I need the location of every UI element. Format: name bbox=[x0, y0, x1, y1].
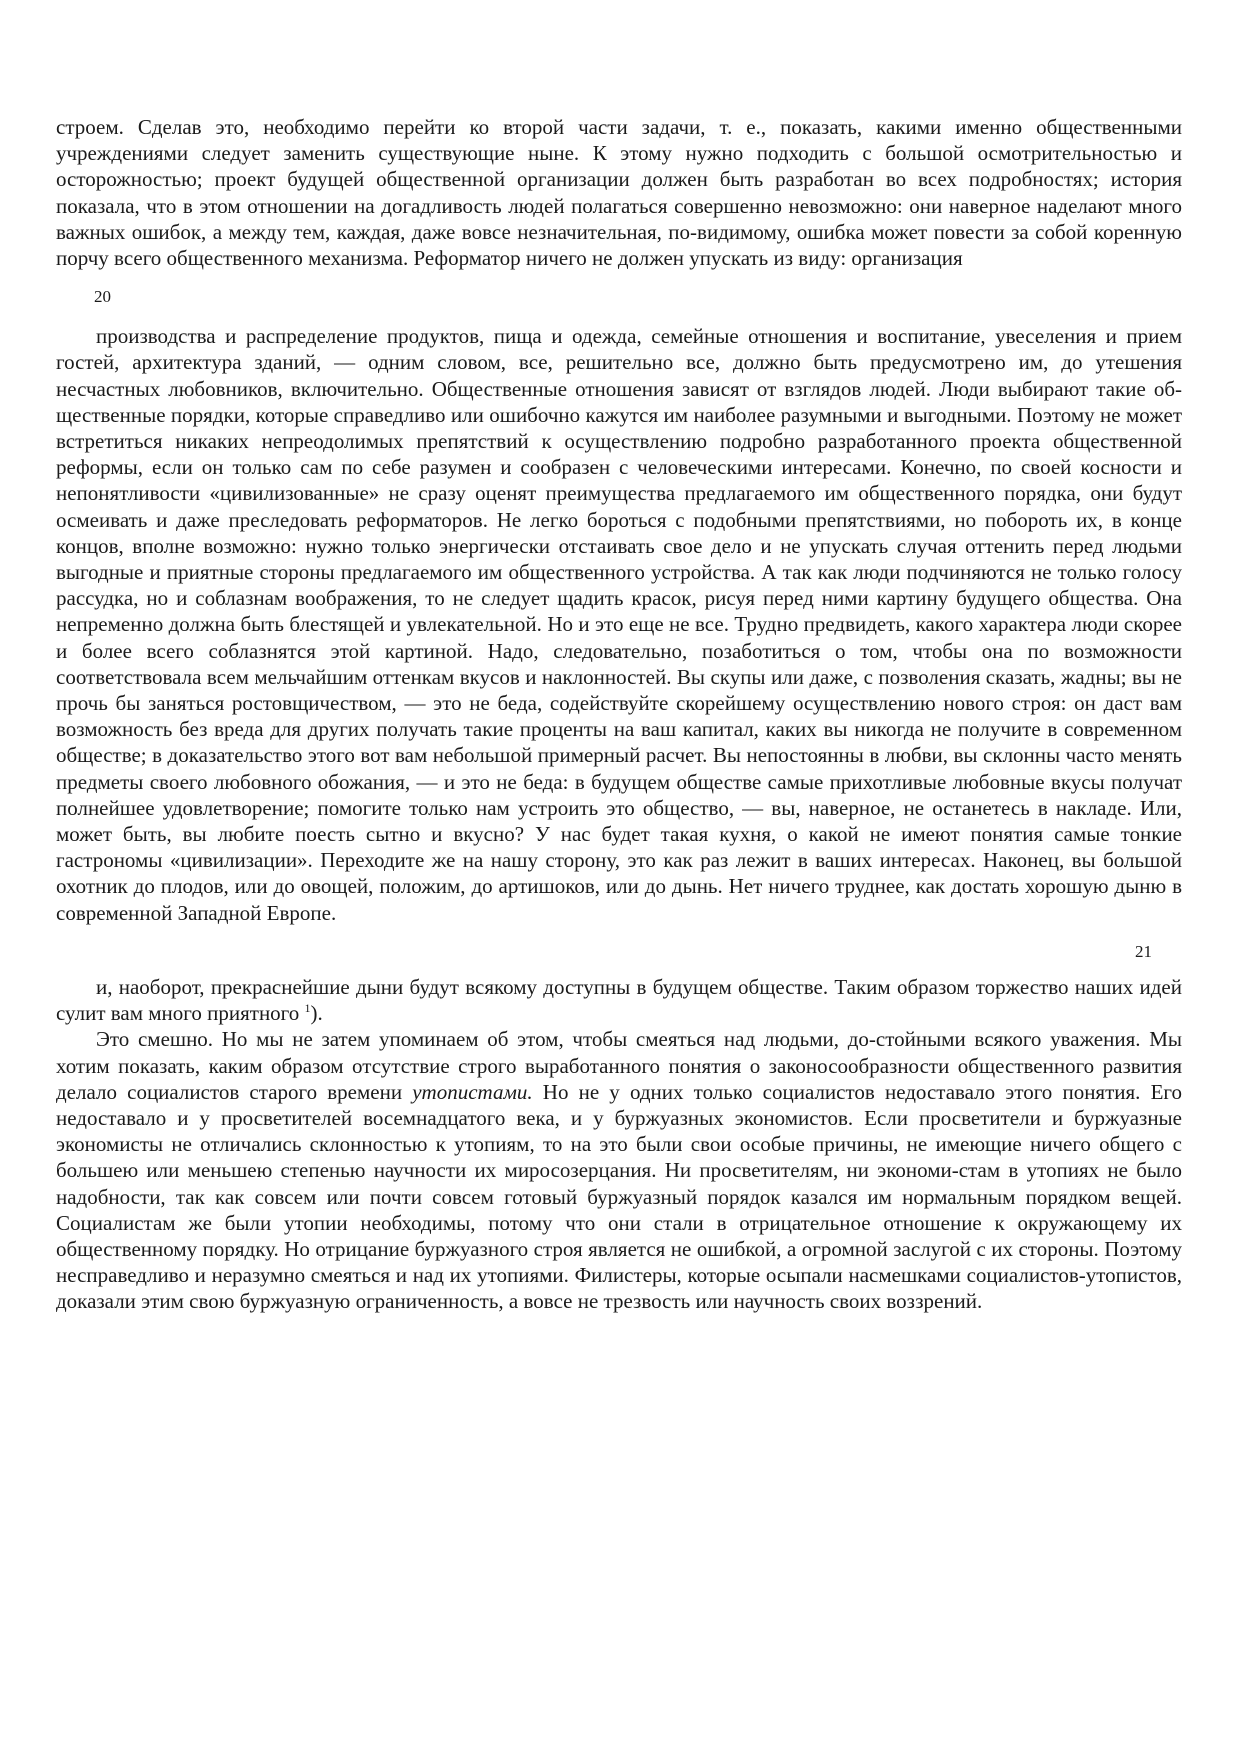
page-number-21: 21 bbox=[1135, 941, 1152, 961]
paragraph-continuation: строем. Сделав это, необходимо перейти ко второй части задачи, т. е., показать, какими именно общественными учреждениями следует заменить существующие ныне. К этому нужно подходить с большой осмотрительностью и осторожностью; проект будущей общественной организации должен быть разработан во всех подробностях; история показала, что в этом отношении на догадливость людей полагаться совершенно невозможно: они наверное наделают много важных ошибок, а между тем, каждая, даже вовсе незначительная, по-видимому, ошибка может повести за собой коренную порчу всего общественного механизма. Реформатор ничего не должен упускать из виду: организация bbox=[56, 115, 1182, 271]
document-page bbox=[56, 114, 1182, 1315]
paragraph-melons bbox=[56, 974, 1182, 1026]
paragraph-utopists bbox=[56, 1026, 1182, 1314]
footnote-marker: 1 bbox=[304, 1001, 311, 1016]
paragraph-utopian-reform: производства и распределение продуктов, пища и одежда, семейные отношения и воспитание, увеселения и прием гостей, архитектура зданий, — одним словом, все, решительно все, должно быть предусмотрено им, до утешения несчастных любовников, включительно. Общественные отношения зависят от взглядов людей. Люди выбирают такие об-щественные порядки, которые справедливо или ошибочно кажутся им наиболее разумными и выгодными. Поэтому не может встретиться никаких непреодолимых препятствий к осуществлению подробно разработанного проекта общественной реформы, если он только сам по себе разумен и сообразен с человеческими интересами. Конечно, по своей косности и непонятливости «цивилизованные» не сразу оценят преимущества предлагаемого им общественного порядка, они будут осмеивать и даже преследовать реформаторов. Не легко бороться с подобными препятствиями, но побороть их, в конце концов, вполне возможно: нужно только энергически отстаивать свое дело и не упускать случая оттенить перед людьми выгодные и приятные стороны предлагаемого им общественного устройства. А так как люди подчиняются не только голосу рассудка, но и соблазнам воображения, то не следует щадить красок, рисуя перед ними картину будущего общества. Она непременно должна быть блестящей и увлекательной. Но и это еще не все. Трудно предвидеть, какого характера люди скорее и более всего соблазнятся этой картиной. Надо, следовательно, позаботиться о том, чтобы она по возможности соответствовала всем мельчайшим оттенкам вкусов и наклонностей. Вы скупы или даже, с позволения сказать, жадны; вы не прочь бы заняться ростовщичеством, — это не беда, содействуйте скорейшему осуществлению нового строя: он даст вам возможность без вреда для других получать такие проценты на ваш капитал, каких вы никогда не получите в современном обществе; в доказательство этого вот вам небольшой примерный расчет. Вы непостоянны в любви, вы склонны часто менять предметы своего любовного обожания, — и это не беда: в будущем обществе самые прихотливые любовные вкусы получат полнейшее удовлетворение; помогите только нам устроить это общество, — вы, наверное, не останетесь в накладе. Или, может быть, вы любите поесть сытно и вкусно? У нас будет такая кухня, о какой не имеют понятия самые тонкие гастрономы «цивилизации». Переходите же на нашу сторону, это как раз лежит в ваших интересах. Наконец, вы большой охотник до плодов, или до овощей, положим, до артишоков, или до дынь. Нет ничего труднее, как достать хорошую дыню в современной Западной Европе. bbox=[56, 324, 1182, 925]
paragraph-utopists-part-2: Но не у одних только социалистов недоставало этого понятия. Его недоставало и у просветителей восемнадцатого века, и у буржуазных экономистов. Если просветители и буржуазные экономисты не отличались склонностью к утопиям, то на это были свои особые причины, не имеющие ничего общего с большею или меньшею степенью научности их миросозерцания. Ни просветителям, ни экономи-стам в утопиях не было надобности, так как совсем или почти совсем готовый буржуазный порядок казался им нормальным порядком вещей. Социалистам же были утопии необходимы, потому что они стали в отрицательное отношение к окружающему их общественному порядку. Но отрицание буржуазного строя является не ошибкой, а огромной заслугой с их стороны. Поэтому несправедливо и неразумно смеяться и над их утопиями. Филистеры, которые осыпали насмешками социалистов-утопистов, доказали этим свою буржуазную ограниченность, а вовсе не трезвость или научность своих воззрений. bbox=[56, 1079, 1182, 1314]
paragraph-utopists-part-1: Это смешно. Но мы не затем упоминаем об этом, чтобы смеяться над людьми, до-стойными всякого уважения. Мы хотим показать, каким образом отсутствие строго выработанного понятия о законосообразности общественного развития делало социалистов старого времени bbox=[56, 1027, 1182, 1104]
paragraph-melons-text: и, наоборот, прекраснейшие дыни будут всякому доступны в будущем обществе. Таким образом торжество наших идей сулит вам много приятного bbox=[56, 974, 1182, 1026]
page-number-20: 20 bbox=[94, 287, 111, 307]
paragraph-melons-end: ). bbox=[310, 1001, 323, 1026]
emphasis-utopists: утопистами. bbox=[412, 1079, 533, 1104]
